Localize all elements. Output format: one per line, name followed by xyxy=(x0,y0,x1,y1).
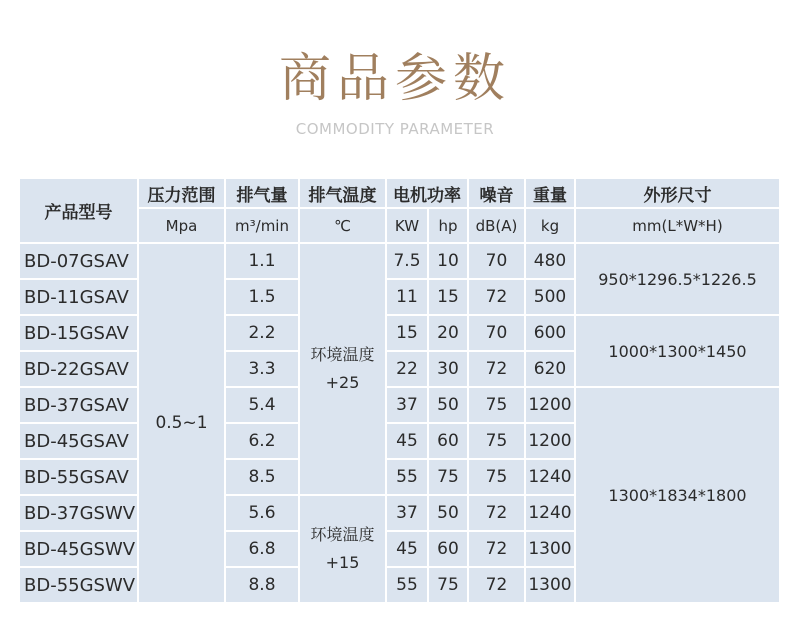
unit-hp: hp xyxy=(429,209,467,242)
unit-displacement: m³/min xyxy=(226,209,298,242)
cell-noise: 72 xyxy=(469,496,524,530)
cell-weight: 1240 xyxy=(526,460,574,494)
cell-model: BD-22GSAV xyxy=(20,352,137,386)
page-subtitle: COMMODITY PARAMETER xyxy=(295,120,495,138)
unit-exhaust-temp: ℃ xyxy=(300,209,385,242)
header-displacement: 排气量 xyxy=(226,179,298,207)
cell-dimensions-group: 1300*1834*1800 xyxy=(576,388,779,602)
header-noise: 噪音 xyxy=(469,179,524,207)
cell-displacement: 1.5 xyxy=(226,280,298,314)
cell-hp: 50 xyxy=(429,496,467,530)
header-pressure: 压力范围 xyxy=(139,179,224,207)
temp-label: 环境温度 xyxy=(310,525,375,544)
cell-exhaust-temp-group xyxy=(300,496,385,602)
cell-hp: 50 xyxy=(429,388,467,422)
cell-hp: 10 xyxy=(429,244,467,278)
unit-dimensions: mm(L*W*H) xyxy=(576,209,779,242)
cell-model: BD-11GSAV xyxy=(20,280,137,314)
cell-exhaust-temp-group xyxy=(300,244,385,494)
cell-kw: 15 xyxy=(387,316,427,350)
cell-weight: 480 xyxy=(526,244,574,278)
cell-hp: 15 xyxy=(429,280,467,314)
cell-displacement: 6.8 xyxy=(226,532,298,566)
temp-value: +15 xyxy=(325,553,360,572)
cell-model: BD-55GSAV xyxy=(20,460,137,494)
unit-kw: KW xyxy=(387,209,427,242)
temp-label: 环境温度 xyxy=(310,345,375,364)
cell-weight: 1200 xyxy=(526,388,574,422)
cell-hp: 60 xyxy=(429,424,467,458)
cell-weight: 620 xyxy=(526,352,574,386)
table-row xyxy=(20,244,779,278)
page-title: 商品参数 xyxy=(278,49,511,109)
cell-noise: 75 xyxy=(469,388,524,422)
cell-noise: 75 xyxy=(469,460,524,494)
cell-kw: 11 xyxy=(387,280,427,314)
unit-weight: kg xyxy=(526,209,574,242)
cell-model: BD-37GSAV xyxy=(20,388,137,422)
cell-noise: 70 xyxy=(469,316,524,350)
header-motor-power: 电机功率 xyxy=(387,179,467,207)
cell-weight: 1300 xyxy=(526,568,574,602)
cell-hp: 75 xyxy=(429,460,467,494)
cell-weight: 1300 xyxy=(526,532,574,566)
cell-kw: 37 xyxy=(387,496,427,530)
cell-noise: 75 xyxy=(469,424,524,458)
cell-hp: 20 xyxy=(429,316,467,350)
cell-model: BD-55GSWV xyxy=(20,568,137,602)
cell-displacement: 1.1 xyxy=(226,244,298,278)
header-weight: 重量 xyxy=(526,179,574,207)
cell-model: BD-15GSAV xyxy=(20,316,137,350)
cell-noise: 72 xyxy=(469,352,524,386)
cell-weight: 1200 xyxy=(526,424,574,458)
cell-displacement: 6.2 xyxy=(226,424,298,458)
cell-kw: 55 xyxy=(387,460,427,494)
cell-dimensions-group: 1000*1300*1450 xyxy=(576,316,779,386)
table-row xyxy=(20,316,779,350)
parameter-table xyxy=(18,177,781,604)
cell-noise: 70 xyxy=(469,244,524,278)
cell-displacement: 5.6 xyxy=(226,496,298,530)
header-row-titles xyxy=(20,179,779,207)
cell-kw: 55 xyxy=(387,568,427,602)
cell-kw: 37 xyxy=(387,388,427,422)
cell-displacement: 8.8 xyxy=(226,568,298,602)
table-row xyxy=(20,388,779,422)
cell-kw: 7.5 xyxy=(387,244,427,278)
cell-dimensions-group: 950*1296.5*1226.5 xyxy=(576,244,779,314)
cell-hp: 75 xyxy=(429,568,467,602)
cell-noise: 72 xyxy=(469,568,524,602)
cell-model: BD-07GSAV xyxy=(20,244,137,278)
cell-kw: 45 xyxy=(387,424,427,458)
unit-noise: dB(A) xyxy=(469,209,524,242)
cell-displacement: 3.3 xyxy=(226,352,298,386)
cell-pressure-range: 0.5~1 xyxy=(139,244,224,602)
cell-hp: 60 xyxy=(429,532,467,566)
cell-noise: 72 xyxy=(469,280,524,314)
header-model: 产品型号 xyxy=(20,179,137,242)
cell-kw: 22 xyxy=(387,352,427,386)
cell-displacement: 2.2 xyxy=(226,316,298,350)
cell-model: BD-45GSAV xyxy=(20,424,137,458)
temp-value: +25 xyxy=(325,373,360,392)
cell-model: BD-37GSWV xyxy=(20,496,137,530)
cell-displacement: 5.4 xyxy=(226,388,298,422)
cell-hp: 30 xyxy=(429,352,467,386)
cell-weight: 1240 xyxy=(526,496,574,530)
cell-model: BD-45GSWV xyxy=(20,532,137,566)
cell-weight: 600 xyxy=(526,316,574,350)
cell-kw: 45 xyxy=(387,532,427,566)
cell-weight: 500 xyxy=(526,280,574,314)
unit-pressure: Mpa xyxy=(139,209,224,242)
header-dimensions: 外形尺寸 xyxy=(576,179,779,207)
header-exhaust-temp: 排气温度 xyxy=(300,179,385,207)
cell-displacement: 8.5 xyxy=(226,460,298,494)
cell-noise: 72 xyxy=(469,532,524,566)
